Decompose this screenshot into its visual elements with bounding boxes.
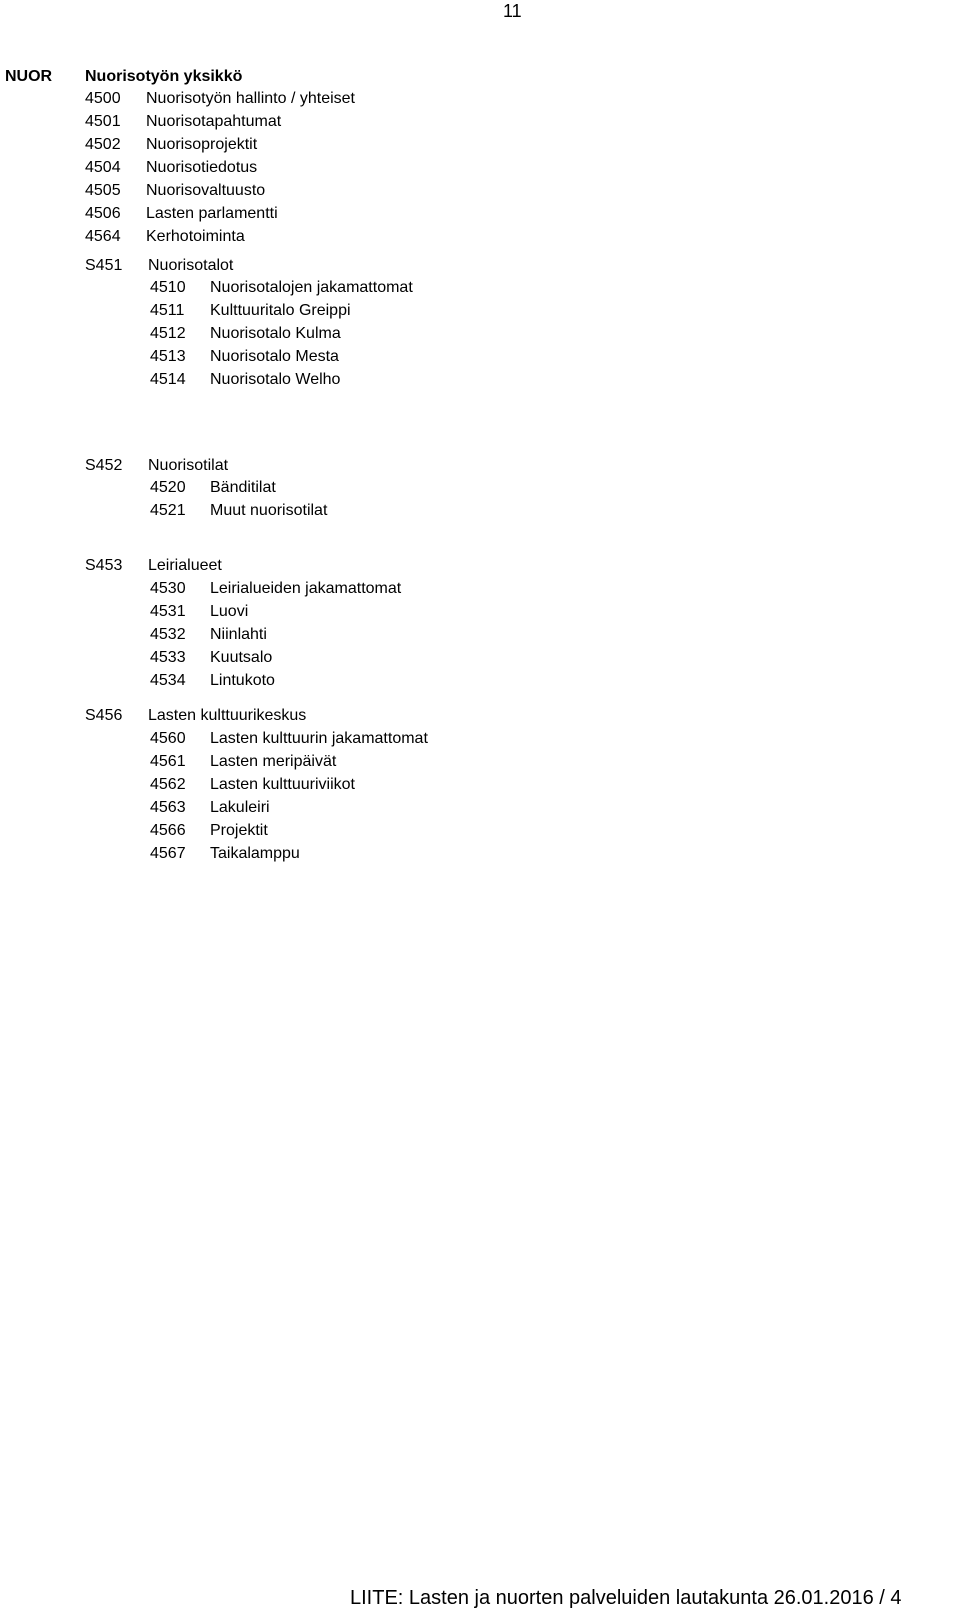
group-code: S451 xyxy=(85,257,123,274)
account-label: Nuorisovaltuusto xyxy=(146,182,266,199)
account-number: 4505 xyxy=(85,182,121,199)
group-code: S453 xyxy=(85,557,123,574)
group-code: S452 xyxy=(85,457,123,474)
account-row xyxy=(85,226,355,249)
account-row xyxy=(150,369,413,392)
group-account-list xyxy=(150,578,401,693)
account-number: 4533 xyxy=(150,649,186,666)
account-label: Lasten kulttuuriviikot xyxy=(210,776,355,793)
account-label: Kuutsalo xyxy=(210,649,273,666)
footer-text: LIITE: Lasten ja nuorten palveluiden lautakunta 26.01.2016 / 4 xyxy=(350,1587,902,1609)
account-label: Muut nuorisotilat xyxy=(210,502,328,519)
account-row xyxy=(150,346,413,369)
account-number: 4532 xyxy=(150,626,186,643)
account-label: Taikalamppu xyxy=(210,845,300,862)
account-number: 4510 xyxy=(150,279,186,296)
account-label: Nuorisotalo Kulma xyxy=(210,325,341,342)
account-number: 4514 xyxy=(150,371,186,388)
account-row xyxy=(150,843,428,866)
group-account-list xyxy=(150,477,327,523)
account-row xyxy=(150,277,413,300)
account-row xyxy=(150,774,428,797)
account-number: 4563 xyxy=(150,799,186,816)
account-row xyxy=(85,203,355,226)
group-code: S456 xyxy=(85,707,123,724)
account-number: 4564 xyxy=(85,228,121,245)
account-number: 4566 xyxy=(150,822,186,839)
account-row xyxy=(150,820,428,843)
account-row xyxy=(85,157,355,180)
account-row xyxy=(150,751,428,774)
account-number: 4520 xyxy=(150,479,186,496)
account-row xyxy=(150,300,413,323)
unit-account-list xyxy=(85,88,355,249)
account-number: 4561 xyxy=(150,753,186,770)
account-number: 4562 xyxy=(150,776,186,793)
account-row xyxy=(150,797,428,820)
page-number: 11 xyxy=(503,1,522,21)
account-label: Projektit xyxy=(210,822,268,839)
account-number: 4511 xyxy=(150,302,185,319)
account-number: 4504 xyxy=(85,159,121,176)
account-row xyxy=(150,670,401,693)
account-label: Nuorisotiedotus xyxy=(146,159,258,176)
account-row xyxy=(85,180,355,203)
account-label: Lasten kulttuurin jakamattomat xyxy=(210,730,428,747)
account-row xyxy=(150,601,401,624)
account-number: 4530 xyxy=(150,580,186,597)
account-row xyxy=(150,500,327,523)
account-number: 4512 xyxy=(150,325,186,342)
account-label: Nuorisotapahtumat xyxy=(146,113,282,130)
account-number: 4501 xyxy=(85,113,121,130)
account-row xyxy=(85,134,355,157)
group-title: Nuorisotilat xyxy=(148,457,229,474)
account-row xyxy=(150,647,401,670)
account-label: Nuorisotalo Mesta xyxy=(210,348,339,365)
account-label: Lasten parlamentti xyxy=(146,205,278,222)
account-number: 4560 xyxy=(150,730,186,747)
group-account-list xyxy=(150,277,413,392)
account-label: Nuorisotalo Welho xyxy=(210,371,341,388)
group-title: Nuorisotalot xyxy=(148,257,234,274)
account-row xyxy=(150,728,428,751)
account-row xyxy=(85,88,355,111)
account-label: Lakuleiri xyxy=(210,799,270,816)
account-number: 4513 xyxy=(150,348,186,365)
account-label: Nuorisotalojen jakamattomat xyxy=(210,279,413,296)
account-number: 4500 xyxy=(85,90,121,107)
account-row xyxy=(150,323,413,346)
account-number: 4502 xyxy=(85,136,121,153)
account-number: 4531 xyxy=(150,603,186,620)
account-label: Kerhotoiminta xyxy=(146,228,245,245)
unit-title: Nuorisotyön yksikkö xyxy=(85,68,243,85)
account-label: Lintukoto xyxy=(210,672,275,689)
account-label: Niinlahti xyxy=(210,626,267,643)
account-row xyxy=(85,111,355,134)
group-title: Leirialueet xyxy=(148,557,222,574)
account-row xyxy=(150,477,327,500)
account-number: 4534 xyxy=(150,672,186,689)
account-label: Leirialueiden jakamattomat xyxy=(210,580,402,597)
account-number: 4567 xyxy=(150,845,186,862)
account-number: 4506 xyxy=(85,205,121,222)
account-label: Bänditilat xyxy=(210,479,276,496)
account-number: 4521 xyxy=(150,502,186,519)
account-label: Lasten meripäivät xyxy=(210,753,337,770)
unit-code: NUOR xyxy=(5,68,53,85)
account-label: Nuorisotyön hallinto / yhteiset xyxy=(146,90,355,107)
account-label: Luovi xyxy=(210,603,249,620)
group-account-list xyxy=(150,728,428,866)
account-label: Nuorisoprojektit xyxy=(146,136,258,153)
account-row xyxy=(150,624,401,647)
account-label: Kulttuuritalo Greippi xyxy=(210,302,351,319)
account-row xyxy=(150,578,401,601)
group-title: Lasten kulttuurikeskus xyxy=(148,707,307,724)
